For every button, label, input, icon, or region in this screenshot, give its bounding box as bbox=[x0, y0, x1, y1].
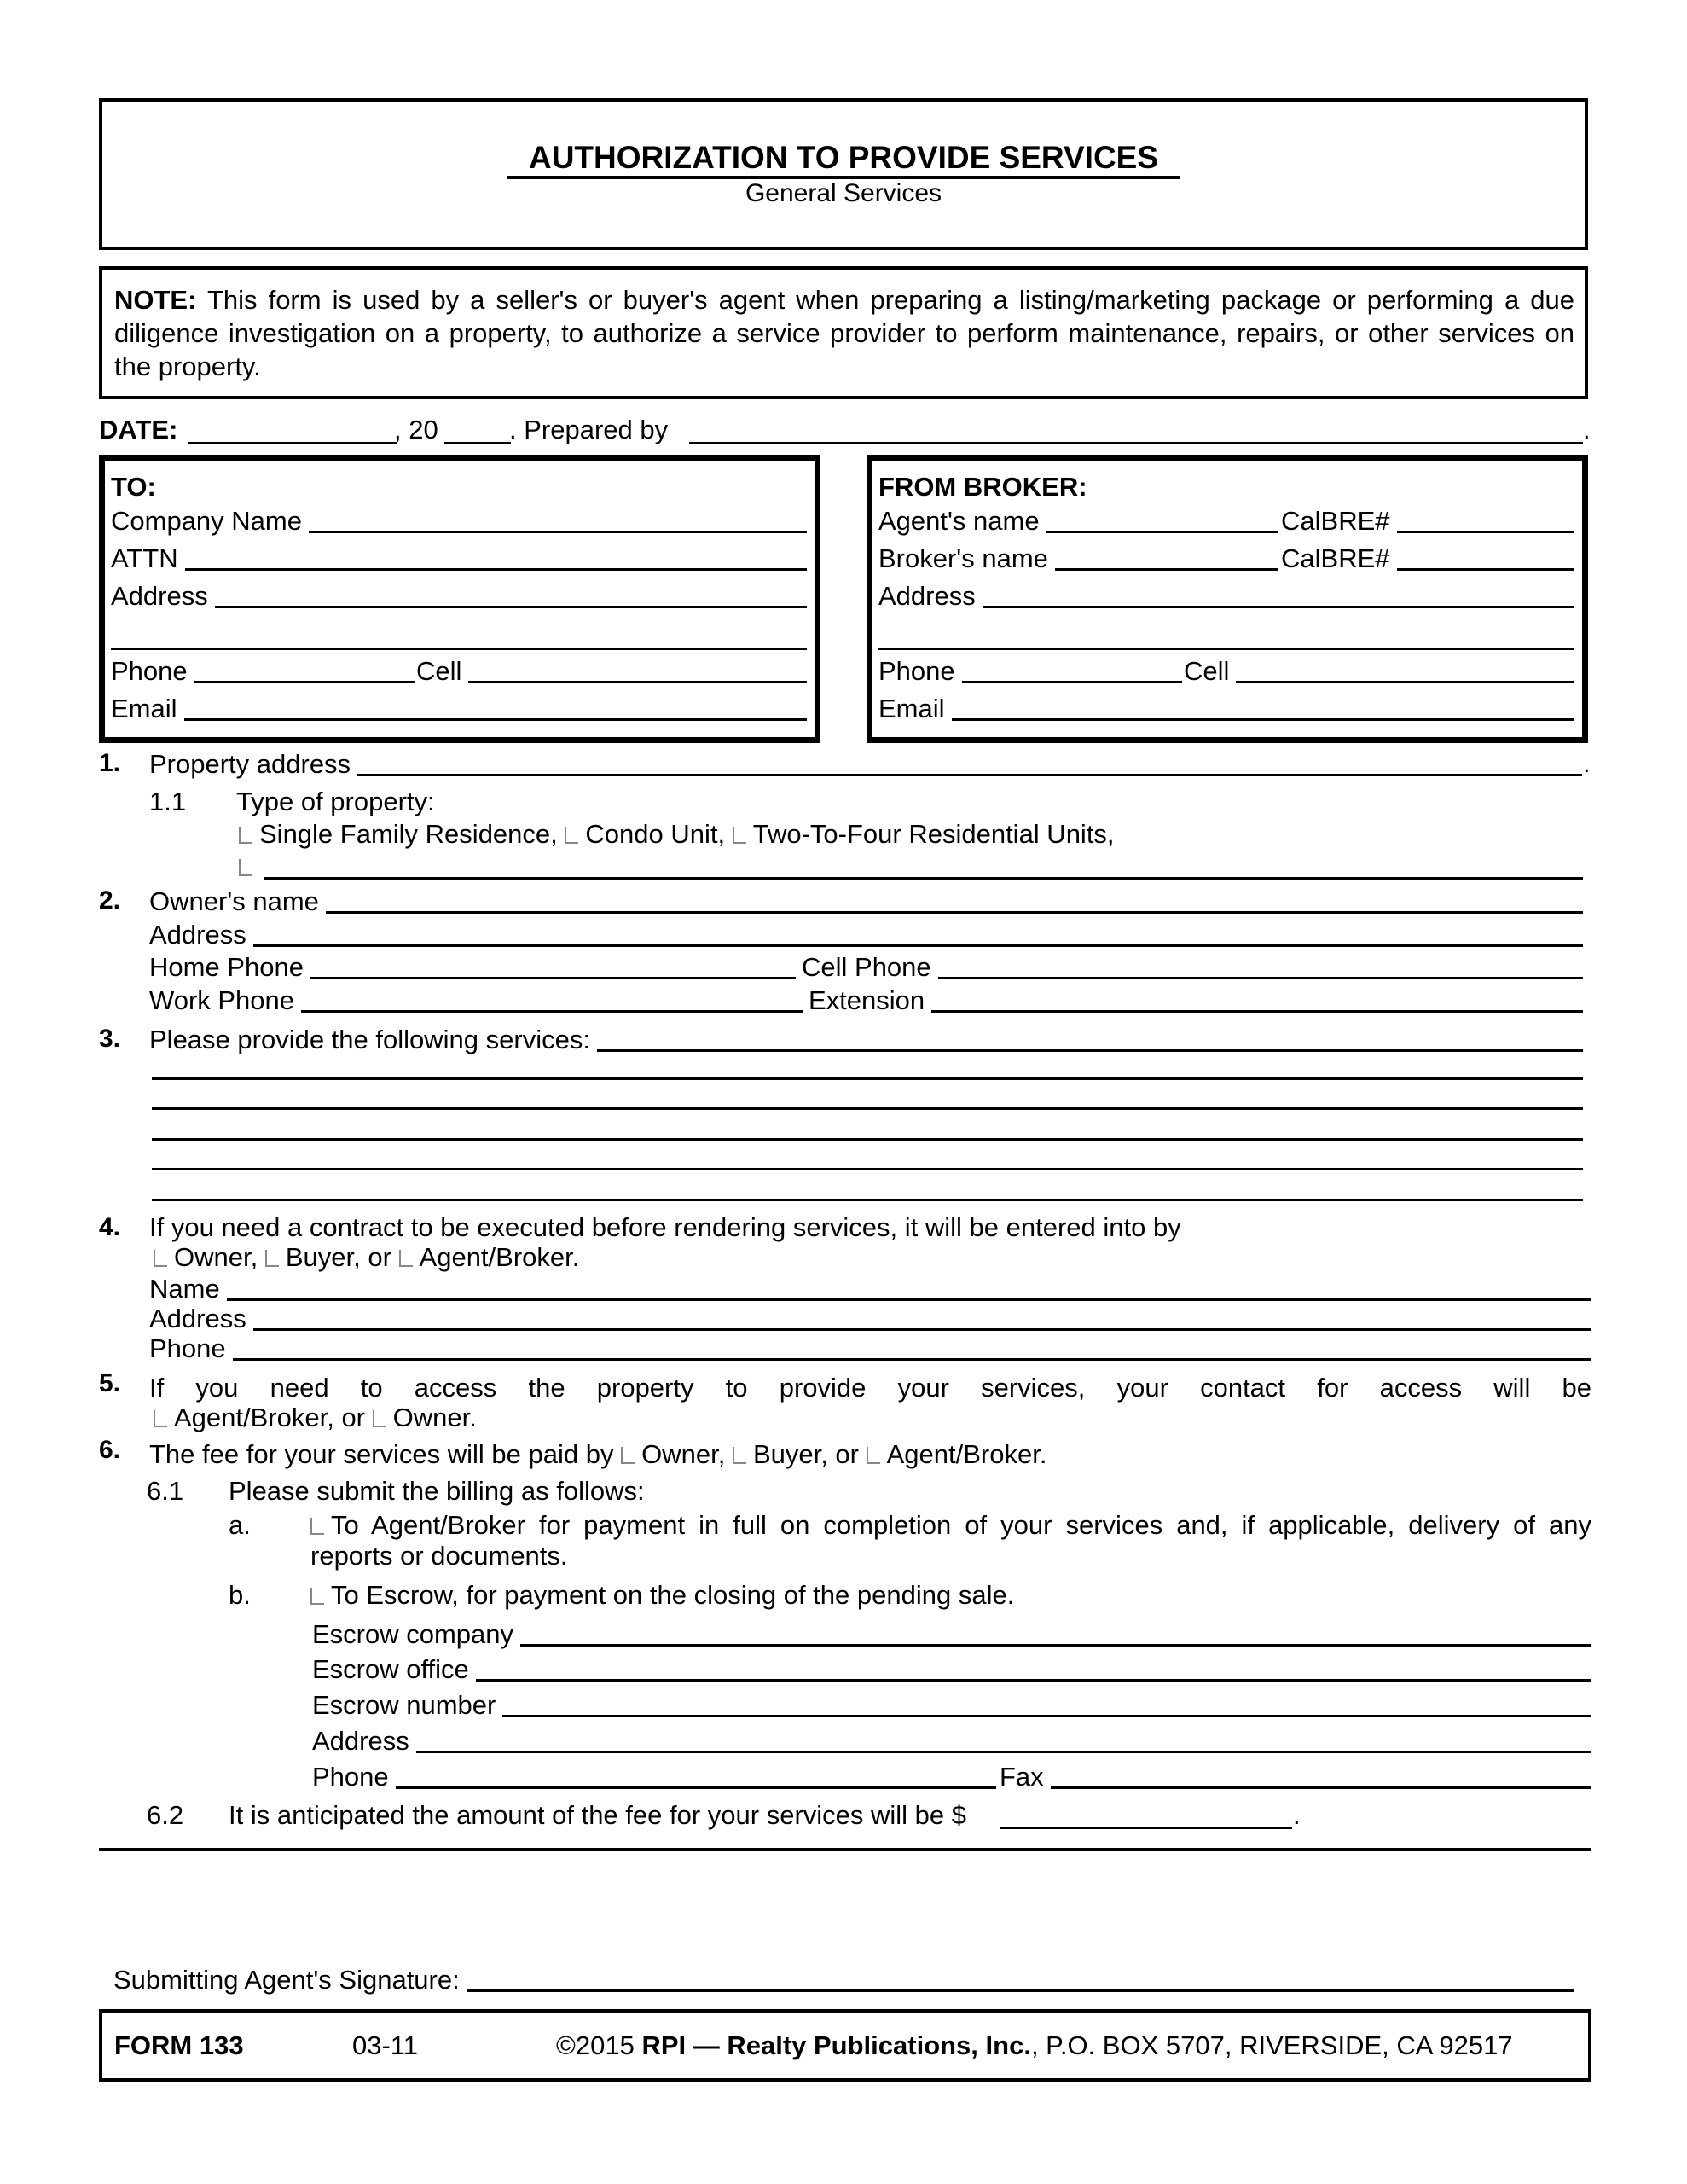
section-6-number: 6. bbox=[99, 1436, 121, 1464]
services-line-4[interactable] bbox=[152, 1138, 1583, 1141]
to-phone-field[interactable]: Phone bbox=[111, 655, 415, 687]
option-owner[interactable]: Owner, bbox=[154, 1242, 258, 1272]
checkbox-icon[interactable] bbox=[154, 1250, 167, 1267]
broker-address-line-2[interactable] bbox=[878, 648, 1574, 650]
section-3-number: 3. bbox=[99, 1025, 121, 1053]
agent-name-field[interactable]: Agent's name bbox=[878, 505, 1278, 537]
broker-address-field[interactable]: Address bbox=[878, 580, 1574, 612]
option-buyer[interactable]: Buyer, or bbox=[265, 1242, 391, 1272]
contract-name-field[interactable]: Name bbox=[149, 1273, 1591, 1304]
section-4-number: 4. bbox=[99, 1213, 121, 1241]
owner-address-field[interactable]: Address bbox=[149, 919, 1583, 950]
option-two-to-four[interactable]: Two-To-Four Residential Units, bbox=[733, 819, 1115, 849]
checkbox-icon[interactable] bbox=[310, 1518, 324, 1535]
fee-paid-by: The fee for your services will be paid by Owner, Buyer, or Agent/Broker. bbox=[149, 1439, 1047, 1469]
contract-text: If you need a contract to be executed before rendering services, it will be entered into by bbox=[149, 1212, 1181, 1242]
cell-phone-field[interactable]: Cell Phone bbox=[802, 951, 1583, 983]
option-a-text-line-2: reports or documents. bbox=[310, 1541, 568, 1571]
to-cell-field[interactable]: Cell bbox=[416, 655, 807, 687]
to-attn-field[interactable]: ATTN bbox=[111, 543, 807, 574]
note-label: NOTE: bbox=[114, 285, 197, 315]
publisher-name: RPI — Realty Publications, Inc. bbox=[641, 2030, 1031, 2060]
option-agent-broker[interactable]: Agent/Broker. bbox=[867, 1439, 1047, 1469]
from-broker-heading: FROM BROKER: bbox=[878, 472, 1087, 502]
option-other[interactable] bbox=[239, 851, 259, 882]
type-of-property-label: Type of property: bbox=[236, 787, 435, 816]
date-line-period: . bbox=[1583, 415, 1591, 444]
option-b-text[interactable]: To Escrow, for payment on the closing of the pending sale. bbox=[310, 1580, 1014, 1611]
to-company-name-field[interactable]: Company Name bbox=[111, 505, 807, 537]
note-text bbox=[114, 283, 1574, 383]
owner-name-field[interactable]: Owner's name bbox=[149, 886, 1583, 917]
date-field[interactable] bbox=[188, 442, 397, 444]
billing-instructions: Please submit the billing as follows: bbox=[229, 1476, 645, 1506]
services-line-2[interactable] bbox=[152, 1077, 1583, 1080]
checkbox-icon[interactable] bbox=[265, 1250, 279, 1267]
year-field[interactable] bbox=[444, 442, 511, 444]
services-line-6[interactable] bbox=[152, 1199, 1583, 1201]
extension-field[interactable]: Extension bbox=[809, 985, 1583, 1016]
option-a-label: a. bbox=[229, 1510, 251, 1540]
escrow-company-field[interactable]: Escrow company bbox=[312, 1618, 1591, 1650]
work-phone-field[interactable]: Work Phone bbox=[149, 985, 803, 1016]
broker-calbre-field[interactable]: CalBRE# bbox=[1281, 543, 1574, 574]
section-1-number: 1. bbox=[99, 749, 121, 777]
section-1-1-number: 1.1 bbox=[149, 787, 187, 816]
option-agent-broker[interactable]: Agent/Broker. bbox=[399, 1242, 580, 1272]
access-contact-options bbox=[154, 1403, 477, 1433]
checkbox-icon[interactable] bbox=[867, 1447, 880, 1464]
to-heading: TO: bbox=[111, 472, 156, 502]
checkbox-icon[interactable] bbox=[154, 1410, 167, 1427]
checkbox-icon[interactable] bbox=[399, 1250, 413, 1267]
services-line-3[interactable] bbox=[152, 1107, 1583, 1110]
checkbox-icon[interactable] bbox=[733, 827, 746, 844]
prepared-by-label: . Prepared by bbox=[509, 415, 669, 444]
checkbox-icon[interactable] bbox=[621, 1447, 635, 1464]
option-owner[interactable]: Owner. bbox=[373, 1403, 477, 1432]
checkbox-icon[interactable] bbox=[373, 1410, 386, 1427]
checkbox-icon[interactable] bbox=[239, 859, 252, 876]
section-2-number: 2. bbox=[99, 886, 121, 915]
contract-address-field[interactable]: Address bbox=[149, 1303, 1591, 1334]
anticipated-fee-field[interactable] bbox=[1000, 1827, 1292, 1829]
property-address-field[interactable]: Property address bbox=[149, 748, 1582, 780]
date-label: DATE: bbox=[99, 415, 178, 444]
broker-email-field[interactable]: Email bbox=[878, 693, 1574, 724]
anticipated-fee-period: . bbox=[1293, 1800, 1301, 1830]
other-property-type-field[interactable] bbox=[264, 877, 1583, 880]
escrow-office-field[interactable]: Escrow office bbox=[312, 1653, 1591, 1685]
contract-phone-field[interactable]: Phone bbox=[149, 1333, 1591, 1364]
checkbox-icon[interactable] bbox=[239, 827, 252, 844]
form-revision: 03-11 bbox=[352, 2030, 418, 2060]
option-buyer[interactable]: Buyer, or bbox=[733, 1439, 859, 1469]
broker-cell-field[interactable]: Cell bbox=[1184, 655, 1574, 687]
escrow-phone-field[interactable]: Phone bbox=[312, 1761, 996, 1792]
form-number: FORM 133 bbox=[114, 2030, 244, 2060]
checkbox-icon[interactable] bbox=[733, 1447, 746, 1464]
contract-party-options bbox=[154, 1242, 579, 1273]
escrow-fax-field[interactable]: Fax bbox=[1000, 1761, 1591, 1792]
property-address-period: . bbox=[1583, 748, 1591, 778]
prepared-by-field[interactable] bbox=[689, 442, 1583, 444]
section-5-number: 5. bbox=[99, 1369, 121, 1397]
to-address-field[interactable]: Address bbox=[111, 580, 807, 612]
form-title: AUTHORIZATION TO PROVIDE SERVICES bbox=[528, 140, 1159, 175]
checkbox-icon[interactable] bbox=[310, 1588, 324, 1605]
agent-calbre-field[interactable]: CalBRE# bbox=[1281, 505, 1574, 537]
home-phone-field[interactable]: Home Phone bbox=[149, 951, 796, 983]
option-condo-unit[interactable]: Condo Unit, bbox=[565, 819, 725, 849]
services-line-5[interactable] bbox=[152, 1168, 1583, 1170]
option-b-label: b. bbox=[229, 1580, 251, 1610]
checkbox-icon[interactable] bbox=[565, 827, 578, 844]
property-type-options bbox=[239, 819, 1115, 850]
escrow-number-field[interactable]: Escrow number bbox=[312, 1689, 1591, 1721]
section-6-1-number: 6.1 bbox=[147, 1476, 184, 1506]
broker-name-field[interactable]: Broker's name bbox=[878, 543, 1278, 574]
services-field[interactable]: Please provide the following services: bbox=[149, 1024, 1583, 1055]
section-divider bbox=[99, 1848, 1591, 1851]
publisher-address: , P.O. BOX 5707, RIVERSIDE, CA 92517 bbox=[1030, 2030, 1513, 2060]
footer-copyright: ©2015 RPI — Realty Publications, Inc., P.O. BOX 5707, RIVERSIDE, CA 92517 bbox=[556, 2030, 1513, 2060]
form-subtitle: General Services bbox=[745, 179, 942, 207]
to-email-field[interactable]: Email bbox=[111, 693, 807, 724]
year-prefix: , 20 bbox=[394, 415, 438, 444]
option-a-text[interactable]: To Agent/Broker for payment in full on completion of your services and, if applicable, delivery of any bbox=[310, 1510, 1591, 1541]
section-6-2-number: 6.2 bbox=[147, 1800, 184, 1830]
escrow-address-field[interactable]: Address bbox=[312, 1725, 1591, 1757]
option-single-family[interactable]: Single Family Residence, bbox=[239, 819, 558, 849]
option-agent-broker[interactable]: Agent/Broker, or bbox=[154, 1403, 365, 1432]
note-body: This form is used by a seller's or buyer's agent when preparing a listing/marketing package or performing a due diligence investigation on a property, to authorize a service provider to perform maintenance, repairs, or other services on the property. bbox=[114, 285, 1575, 381]
agent-signature-field[interactable]: Submitting Agent's Signature: bbox=[113, 1964, 1574, 1995]
anticipated-fee-text: It is anticipated the amount of the fee for your services will be $ bbox=[229, 1800, 967, 1830]
access-text: If you need to access the property to provide your services, your contact for access will be bbox=[149, 1373, 1591, 1403]
to-address-line-2[interactable] bbox=[111, 648, 807, 650]
broker-phone-field[interactable]: Phone bbox=[878, 655, 1182, 687]
option-owner[interactable]: Owner, bbox=[621, 1439, 725, 1469]
